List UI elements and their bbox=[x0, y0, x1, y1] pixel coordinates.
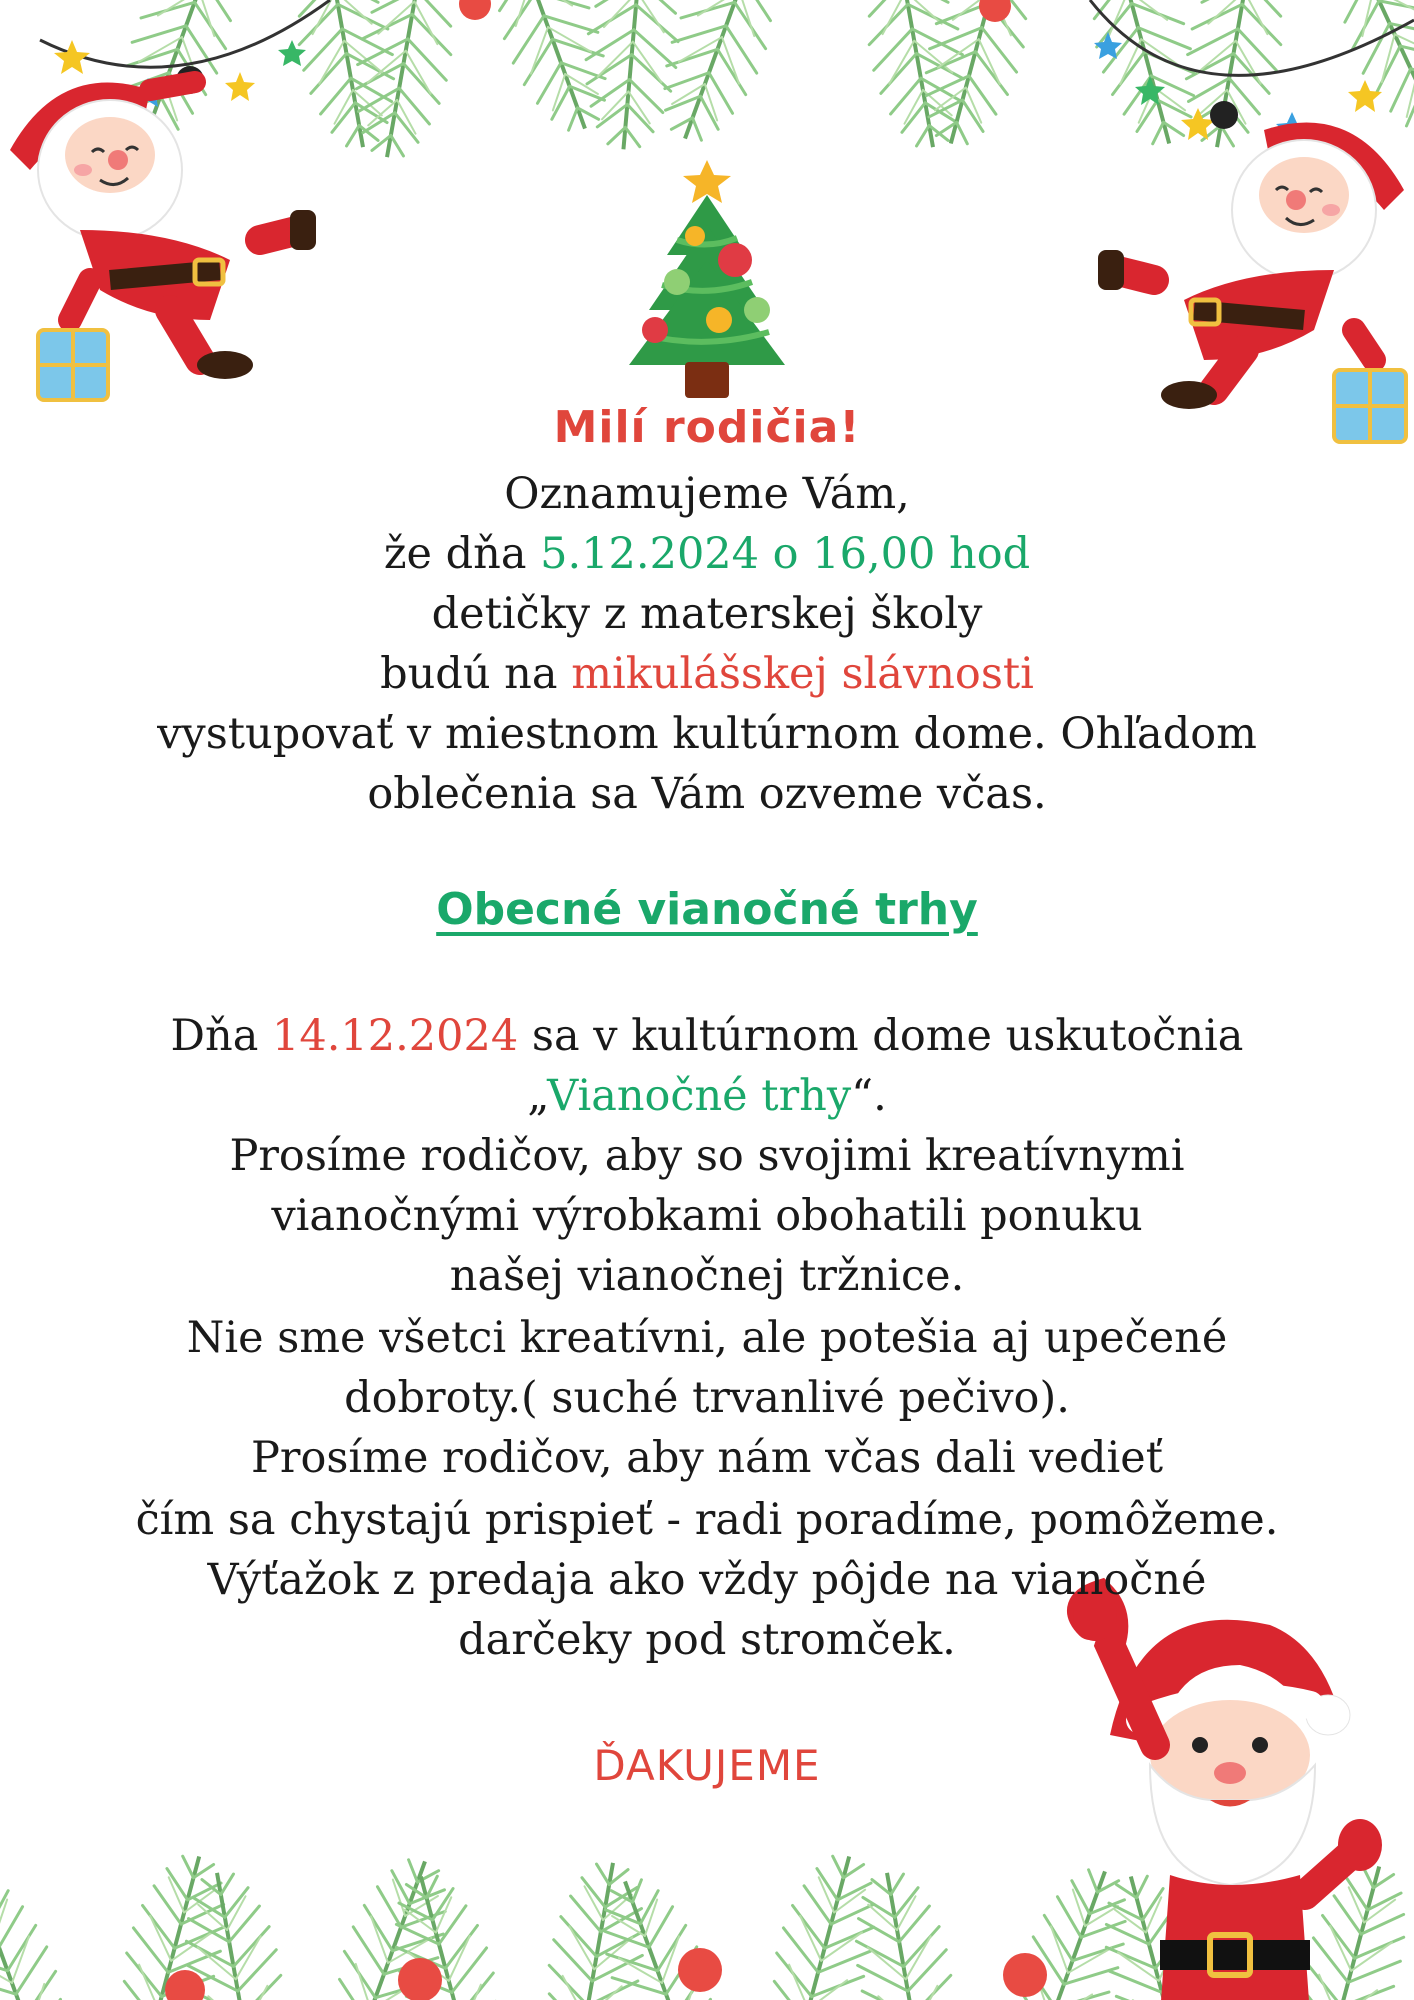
market-name: Vianočné trhy bbox=[547, 1071, 852, 1121]
intro-line-4 bbox=[0, 644, 1414, 704]
quote-close: “. bbox=[851, 1071, 887, 1121]
market-line-8: Prosíme rodičov, aby nám včas dali vedieť bbox=[250, 1433, 1164, 1483]
intro-line-2-text: že dňa bbox=[383, 529, 541, 579]
thanks-closing: ĎAKUJEME bbox=[593, 1741, 821, 1790]
market-section-title: Obecné vianočné trhy bbox=[436, 884, 978, 935]
market-line-6: Nie sme všetci kreatívni, ale potešia aj upečené bbox=[186, 1313, 1228, 1363]
intro-line-2 bbox=[0, 524, 1414, 584]
market-line-1-suffix: sa v kultúrnom dome uskutočnia bbox=[518, 1011, 1244, 1061]
intro-line-6: oblečenia sa Vám ozveme včas. bbox=[367, 769, 1047, 819]
market-line-1 bbox=[0, 1006, 1414, 1066]
market-line-4: vianočnými výrobkami obohatili ponuku bbox=[271, 1191, 1143, 1241]
market-line-1-prefix: Dňa bbox=[170, 1011, 273, 1061]
event-datetime: 5.12.2024 o 16,00 hod bbox=[540, 529, 1031, 579]
intro-line-5: vystupovať v miestnom kultúrnom dome. Ohľadom bbox=[157, 709, 1257, 759]
intro-line-3: detičky z materskej školy bbox=[431, 589, 983, 639]
market-date: 14.12.2024 bbox=[272, 1011, 519, 1061]
market-line-2 bbox=[0, 1066, 1414, 1126]
market-line-7: dobroty.( suché trvanlivé pečivo). bbox=[344, 1373, 1070, 1423]
market-line-5: našej vianočnej tržnice. bbox=[449, 1251, 965, 1301]
pine-branches-top bbox=[103, 0, 1414, 165]
market-line-3: Prosíme rodičov, aby so svojimi kreatívnymi bbox=[229, 1131, 1185, 1181]
market-line-10: Výťažok z predaja ako vždy pôjde na vianočné bbox=[207, 1555, 1207, 1605]
intro-line-4-text: budú na bbox=[380, 649, 572, 699]
christmas-tree-icon bbox=[629, 160, 785, 398]
market-line-9: čím sa chystajú prispieť - radi poradíme, pomôžeme. bbox=[135, 1495, 1279, 1545]
quote-open: „ bbox=[527, 1071, 548, 1121]
santa-hanging-left bbox=[10, 66, 316, 400]
market-line-11: darčeky pod stromček. bbox=[458, 1615, 956, 1665]
greeting-heading: Milí rodičia! bbox=[553, 402, 861, 453]
santa-hanging-right bbox=[1098, 101, 1406, 442]
intro-line-1: Oznamujeme Vám, bbox=[504, 469, 910, 519]
event-name: mikulášskej slávnosti bbox=[571, 649, 1034, 699]
